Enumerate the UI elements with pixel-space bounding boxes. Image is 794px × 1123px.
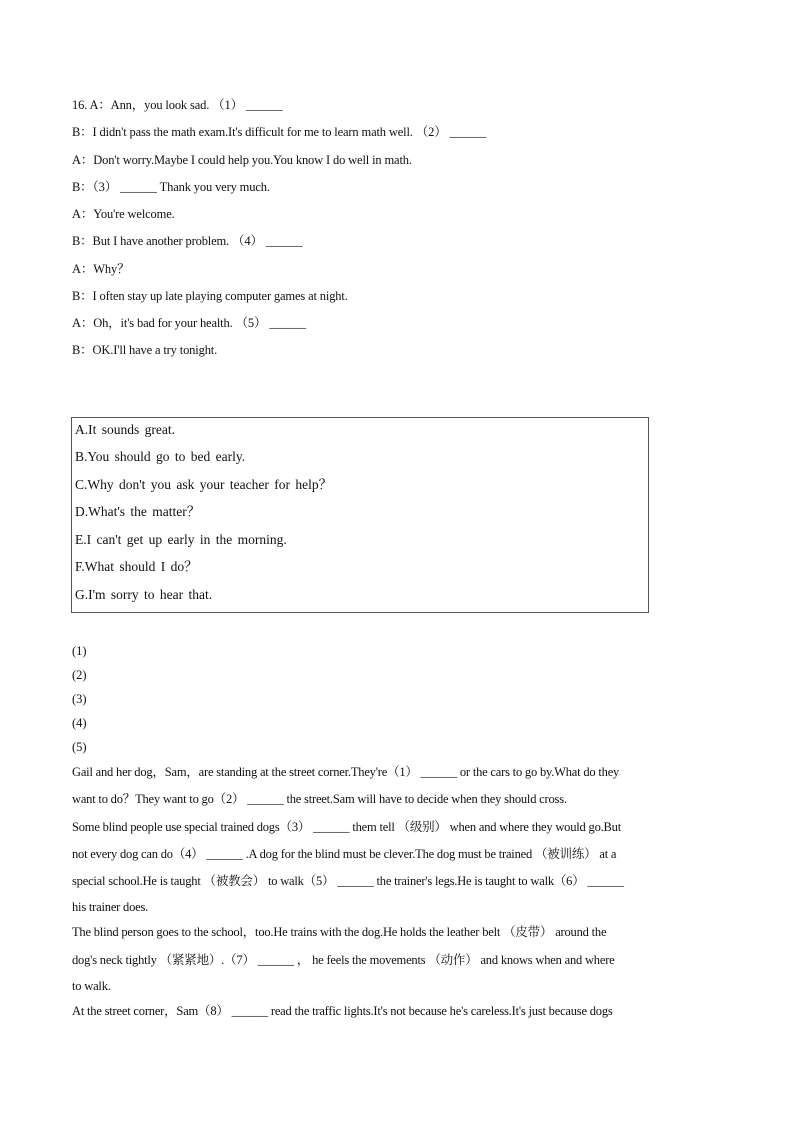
passage-line-8: dog's neck tightly （紧紧地）.（7） ______ ， he feels the movements （动作） and knows when and where: [72, 953, 615, 967]
answer-number-2: (2): [72, 668, 87, 682]
passage-line-6: his trainer does.: [72, 900, 149, 914]
option-e: E.I can't get up early in the morning.: [75, 532, 287, 547]
answer-number-5: (5): [72, 740, 87, 754]
answer-number-4: (4): [72, 716, 87, 730]
dialogue-line-1: 16. A：Ann，you look sad. （1） ______: [72, 98, 283, 112]
dialogue-line-2: B：I didn't pass the math exam.It's difficult for me to learn math well. （2） ______: [72, 125, 487, 139]
dialogue-line-8: B：I often stay up late playing computer games at night.: [72, 289, 348, 303]
option-a: A.It sounds great.: [75, 422, 175, 437]
passage-line-1: Gail and her dog，Sam，are standing at the street corner.They're（1） ______ or the cars to go by.What do they: [72, 765, 620, 779]
dialogue-line-4: B：（3） ______ Thank you very much.: [72, 180, 270, 194]
dialogue-line-9: A：Oh，it's bad for your health. （5） ______: [72, 316, 306, 330]
dialogue-line-3: A：Don't worry.Maybe I could help you.You know I do well in math.: [72, 153, 412, 167]
option-f: F.What should I do？: [75, 559, 198, 574]
answer-number-1: (1): [72, 644, 87, 658]
passage-line-7: The blind person goes to the school，too.He trains with the dog.He holds the leather belt （皮带） around the: [72, 925, 607, 939]
passage-line-9: to walk.: [72, 979, 111, 993]
dialogue-line-10: B：OK.I'll have a try tonight.: [72, 343, 218, 357]
passage-line-2: want to do？They want to go（2） ______ the street.Sam will have to decide when they should cross.: [72, 792, 567, 806]
option-g: G.I'm sorry to hear that.: [75, 587, 213, 602]
option-b: B.You should go to bed early.: [75, 449, 246, 464]
passage-line-4: not every dog can do（4） ______ .A dog for the blind must be clever.The dog must be trained （被训练） at a: [72, 847, 617, 861]
answer-number-3: (3): [72, 692, 87, 706]
dialogue-line-5: A：You're welcome.: [72, 207, 175, 221]
dialogue-line-6: B：But I have another problem. （4） ______: [72, 234, 303, 248]
dialogue-line-7: A：Why？: [72, 262, 130, 276]
passage-line-10: At the street corner，Sam（8） ______ read the traffic lights.It's not because he's careless.It's just because dogs: [72, 1004, 613, 1018]
option-c: C.Why don't you ask your teacher for help？: [75, 477, 333, 492]
option-d: D.What's the matter？: [75, 504, 201, 519]
passage-line-3: Some blind people use special trained dogs（3） ______ them tell （级别） when and where they would go.But: [72, 820, 622, 834]
options-box: [71, 417, 649, 613]
passage-line-5: special school.He is taught （被教会） to walk（5） ______ the trainer's legs.He is taught to walk（6） ______: [72, 874, 624, 888]
